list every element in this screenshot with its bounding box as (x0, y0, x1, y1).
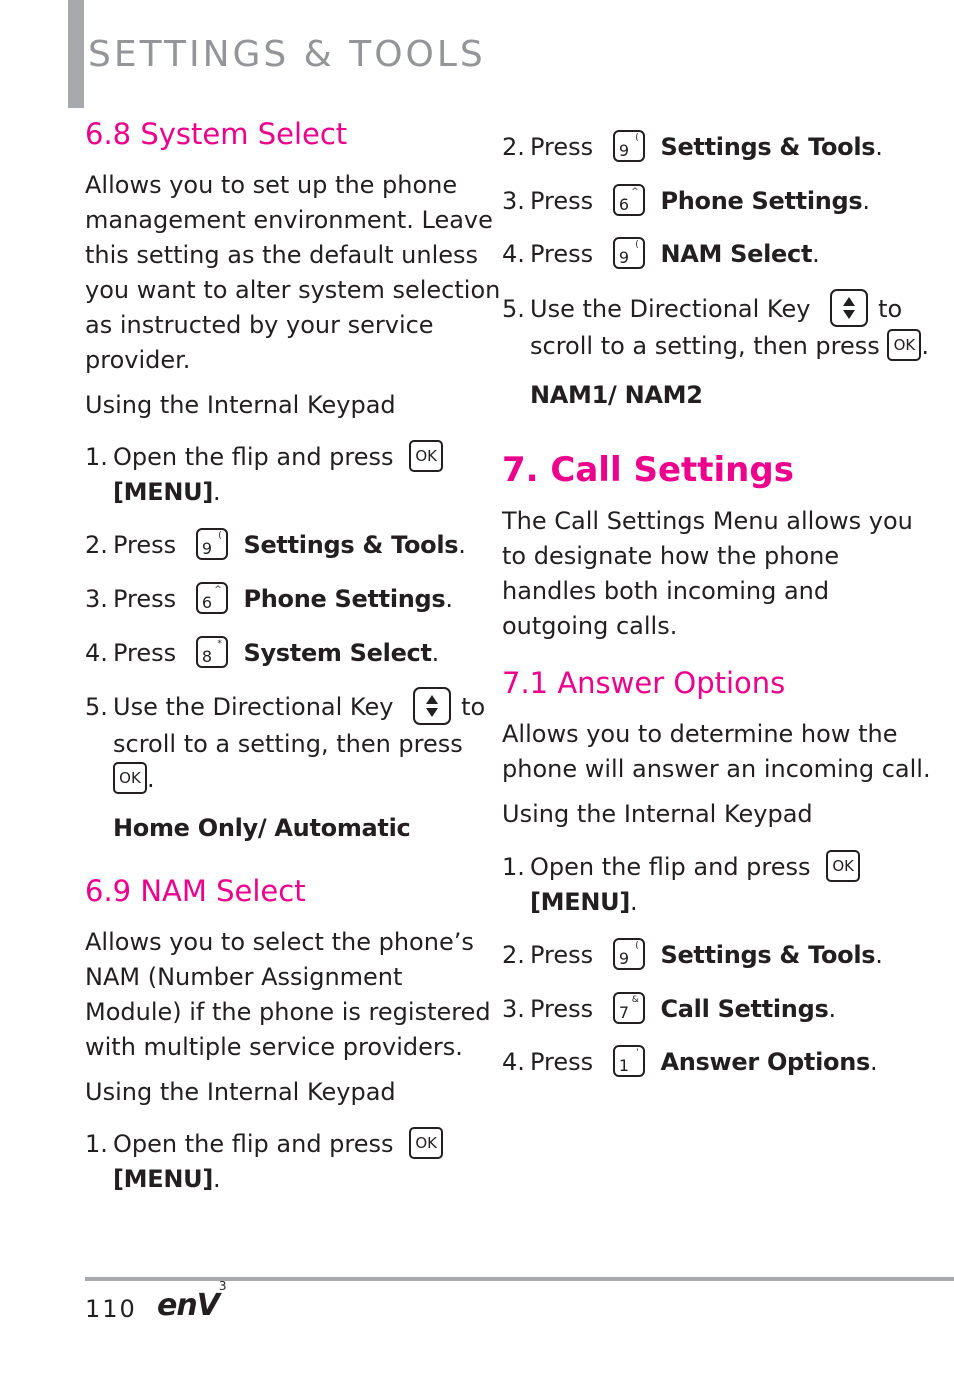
step-text: Open the flip and press (113, 1130, 394, 1158)
page-header-title: SETTINGS & TOOLS (88, 34, 486, 75)
keypad-9-icon: 9 ( (613, 130, 645, 162)
body-line: provider. (85, 346, 191, 374)
menu-item-label: Phone Settings (243, 585, 446, 613)
step-text-line2: scroll to a setting, then press (113, 730, 463, 758)
step-number: 2. (85, 531, 108, 559)
body-line: Allows you to set up the phone (85, 171, 458, 199)
step-press: Press (530, 133, 594, 161)
step-number: 1. (85, 443, 108, 471)
menu-item-label: System Select (243, 639, 432, 667)
chapter-title-call-settings: 7. Call Settings (502, 450, 794, 490)
menu-item-label: Settings & Tools (243, 531, 459, 559)
keypad-8-icon: 8 * (196, 636, 228, 668)
env3-logo: enV$^3$ (157, 1279, 227, 1323)
menu-label: [MENU] (113, 478, 213, 506)
menu-label: [MENU] (530, 888, 630, 916)
step-number: 4. (502, 1048, 525, 1076)
step-1: 1. Open the flip and press OK [MENU]. (85, 1127, 443, 1197)
step-press: Press (530, 941, 594, 969)
ok-key-icon: OK (826, 850, 860, 882)
body-line: Allows you to determine how the (502, 720, 898, 748)
step-number: 3. (85, 585, 108, 613)
body-line: phone will answer an incoming call. (502, 755, 931, 783)
step-number: 3. (502, 995, 525, 1023)
ok-key-icon: OK (409, 1127, 443, 1159)
step-4: 4. Press 1 ' Answer Options. (502, 1045, 878, 1080)
step-1: 1. Open the flip and press OK [MENU]. (502, 850, 860, 920)
step-number: 1. (502, 853, 525, 881)
step-text-to: to (878, 295, 903, 323)
keypad-9-icon: 9 ( (613, 938, 645, 970)
section-title-answer-options: 7.1 Answer Options (502, 666, 786, 700)
step-text: Open the flip and press (113, 443, 394, 471)
section-title-system-select: 6.8 System Select (85, 117, 348, 151)
body-line: this setting as the default unless (85, 241, 479, 269)
call-settings-description (502, 504, 913, 644)
subhead-internal-keypad: Using the Internal Keypad (502, 800, 813, 828)
menu-item-label: Answer Options (660, 1048, 870, 1076)
keypad-6-icon: 6 ^ (613, 184, 645, 216)
subhead-internal-keypad: Using the Internal Keypad (85, 391, 396, 419)
step-press: Press (530, 240, 594, 268)
step-number: 4. (85, 639, 108, 667)
ok-key-icon: OK (409, 440, 443, 472)
step-press: Press (530, 995, 594, 1023)
section-title-nam-select: 6.9 NAM Select (85, 874, 306, 908)
step-3: 3. Press 6 ^ Phone Settings. (85, 582, 453, 617)
body-line: with multiple service providers. (85, 1033, 463, 1061)
nam-select-description (85, 925, 491, 1065)
step-number: 3. (502, 187, 525, 215)
options-list: Home Only/ Automatic (113, 814, 411, 842)
ok-key-icon: OK (887, 329, 921, 361)
step-text: Use the Directional Key (530, 295, 811, 323)
step-3: 3. Press 6 ^ Phone Settings. (502, 184, 870, 219)
step-number: 5. (85, 693, 108, 721)
step-press: Press (530, 187, 594, 215)
keypad-6-icon: 6 ^ (196, 582, 228, 614)
body-line: NAM (Number Assignment (85, 963, 403, 991)
step-text-line2: scroll to a setting, then press (530, 332, 880, 360)
system-select-description (85, 168, 500, 378)
step-text: Open the flip and press (530, 853, 811, 881)
body-line: management environment. Leave (85, 206, 493, 234)
step-text-to: to (461, 693, 486, 721)
step-number: 5. (502, 295, 525, 323)
directional-key-icon (830, 289, 868, 327)
step-5: 5. Use the Directional Key to scroll to a setting, then press OK . (85, 689, 485, 797)
menu-label: [MENU] (113, 1165, 213, 1193)
footer-divider (85, 1277, 954, 1281)
step-2: 2. Press 9 ( Settings & Tools. (502, 938, 883, 973)
step-press: Press (113, 531, 177, 559)
directional-key-icon (413, 687, 451, 725)
step-4: 4. Press 8 * System Select. (85, 636, 439, 671)
body-line: handles both incoming and (502, 577, 830, 605)
keypad-1-icon: 1 ' (613, 1045, 645, 1077)
ok-key-icon: OK (113, 762, 147, 794)
step-3: 3. Press 7 & Call Settings. (502, 992, 836, 1027)
menu-item-label: Settings & Tools (660, 941, 876, 969)
menu-item-label: Settings & Tools (660, 133, 876, 161)
body-line: outgoing calls. (502, 612, 678, 640)
keypad-9-icon: 9 ( (196, 528, 228, 560)
answer-options-description (502, 717, 931, 787)
menu-item-label: Phone Settings (660, 187, 863, 215)
page-number: 110 (85, 1295, 137, 1323)
subhead-internal-keypad: Using the Internal Keypad (85, 1078, 396, 1106)
step-4: 4. Press 9 ( NAM Select. (502, 237, 820, 272)
step-text: Use the Directional Key (113, 693, 394, 721)
body-line: to designate how the phone (502, 542, 840, 570)
keypad-9-icon: 9 ( (613, 237, 645, 269)
body-line: Module) if the phone is registered (85, 998, 491, 1026)
body-line: as instructed by your service (85, 311, 434, 339)
header-accent-bar (68, 0, 84, 108)
step-press: Press (113, 639, 177, 667)
menu-item-label: Call Settings (660, 995, 829, 1023)
options-list: NAM1/ NAM2 (530, 381, 703, 409)
step-press: Press (530, 1048, 594, 1076)
step-1: 1. Open the flip and press OK [MENU]. (85, 440, 443, 510)
body-line: you want to alter system selection (85, 276, 501, 304)
step-number: 2. (502, 133, 525, 161)
step-number: 1. (85, 1130, 108, 1158)
step-2: 2. Press 9 ( Settings & Tools. (502, 130, 883, 165)
step-5: 5. Use the Directional Key to scroll to a setting, then press OK . (502, 291, 929, 364)
step-number: 4. (502, 240, 525, 268)
body-line: The Call Settings Menu allows you (502, 507, 913, 535)
step-2: 2. Press 9 ( Settings & Tools. (85, 528, 466, 563)
menu-item-label: NAM Select (660, 240, 813, 268)
keypad-7-icon: 7 & (613, 992, 645, 1024)
step-press: Press (113, 585, 177, 613)
body-line: Allows you to select the phone’s (85, 928, 474, 956)
step-number: 2. (502, 941, 525, 969)
